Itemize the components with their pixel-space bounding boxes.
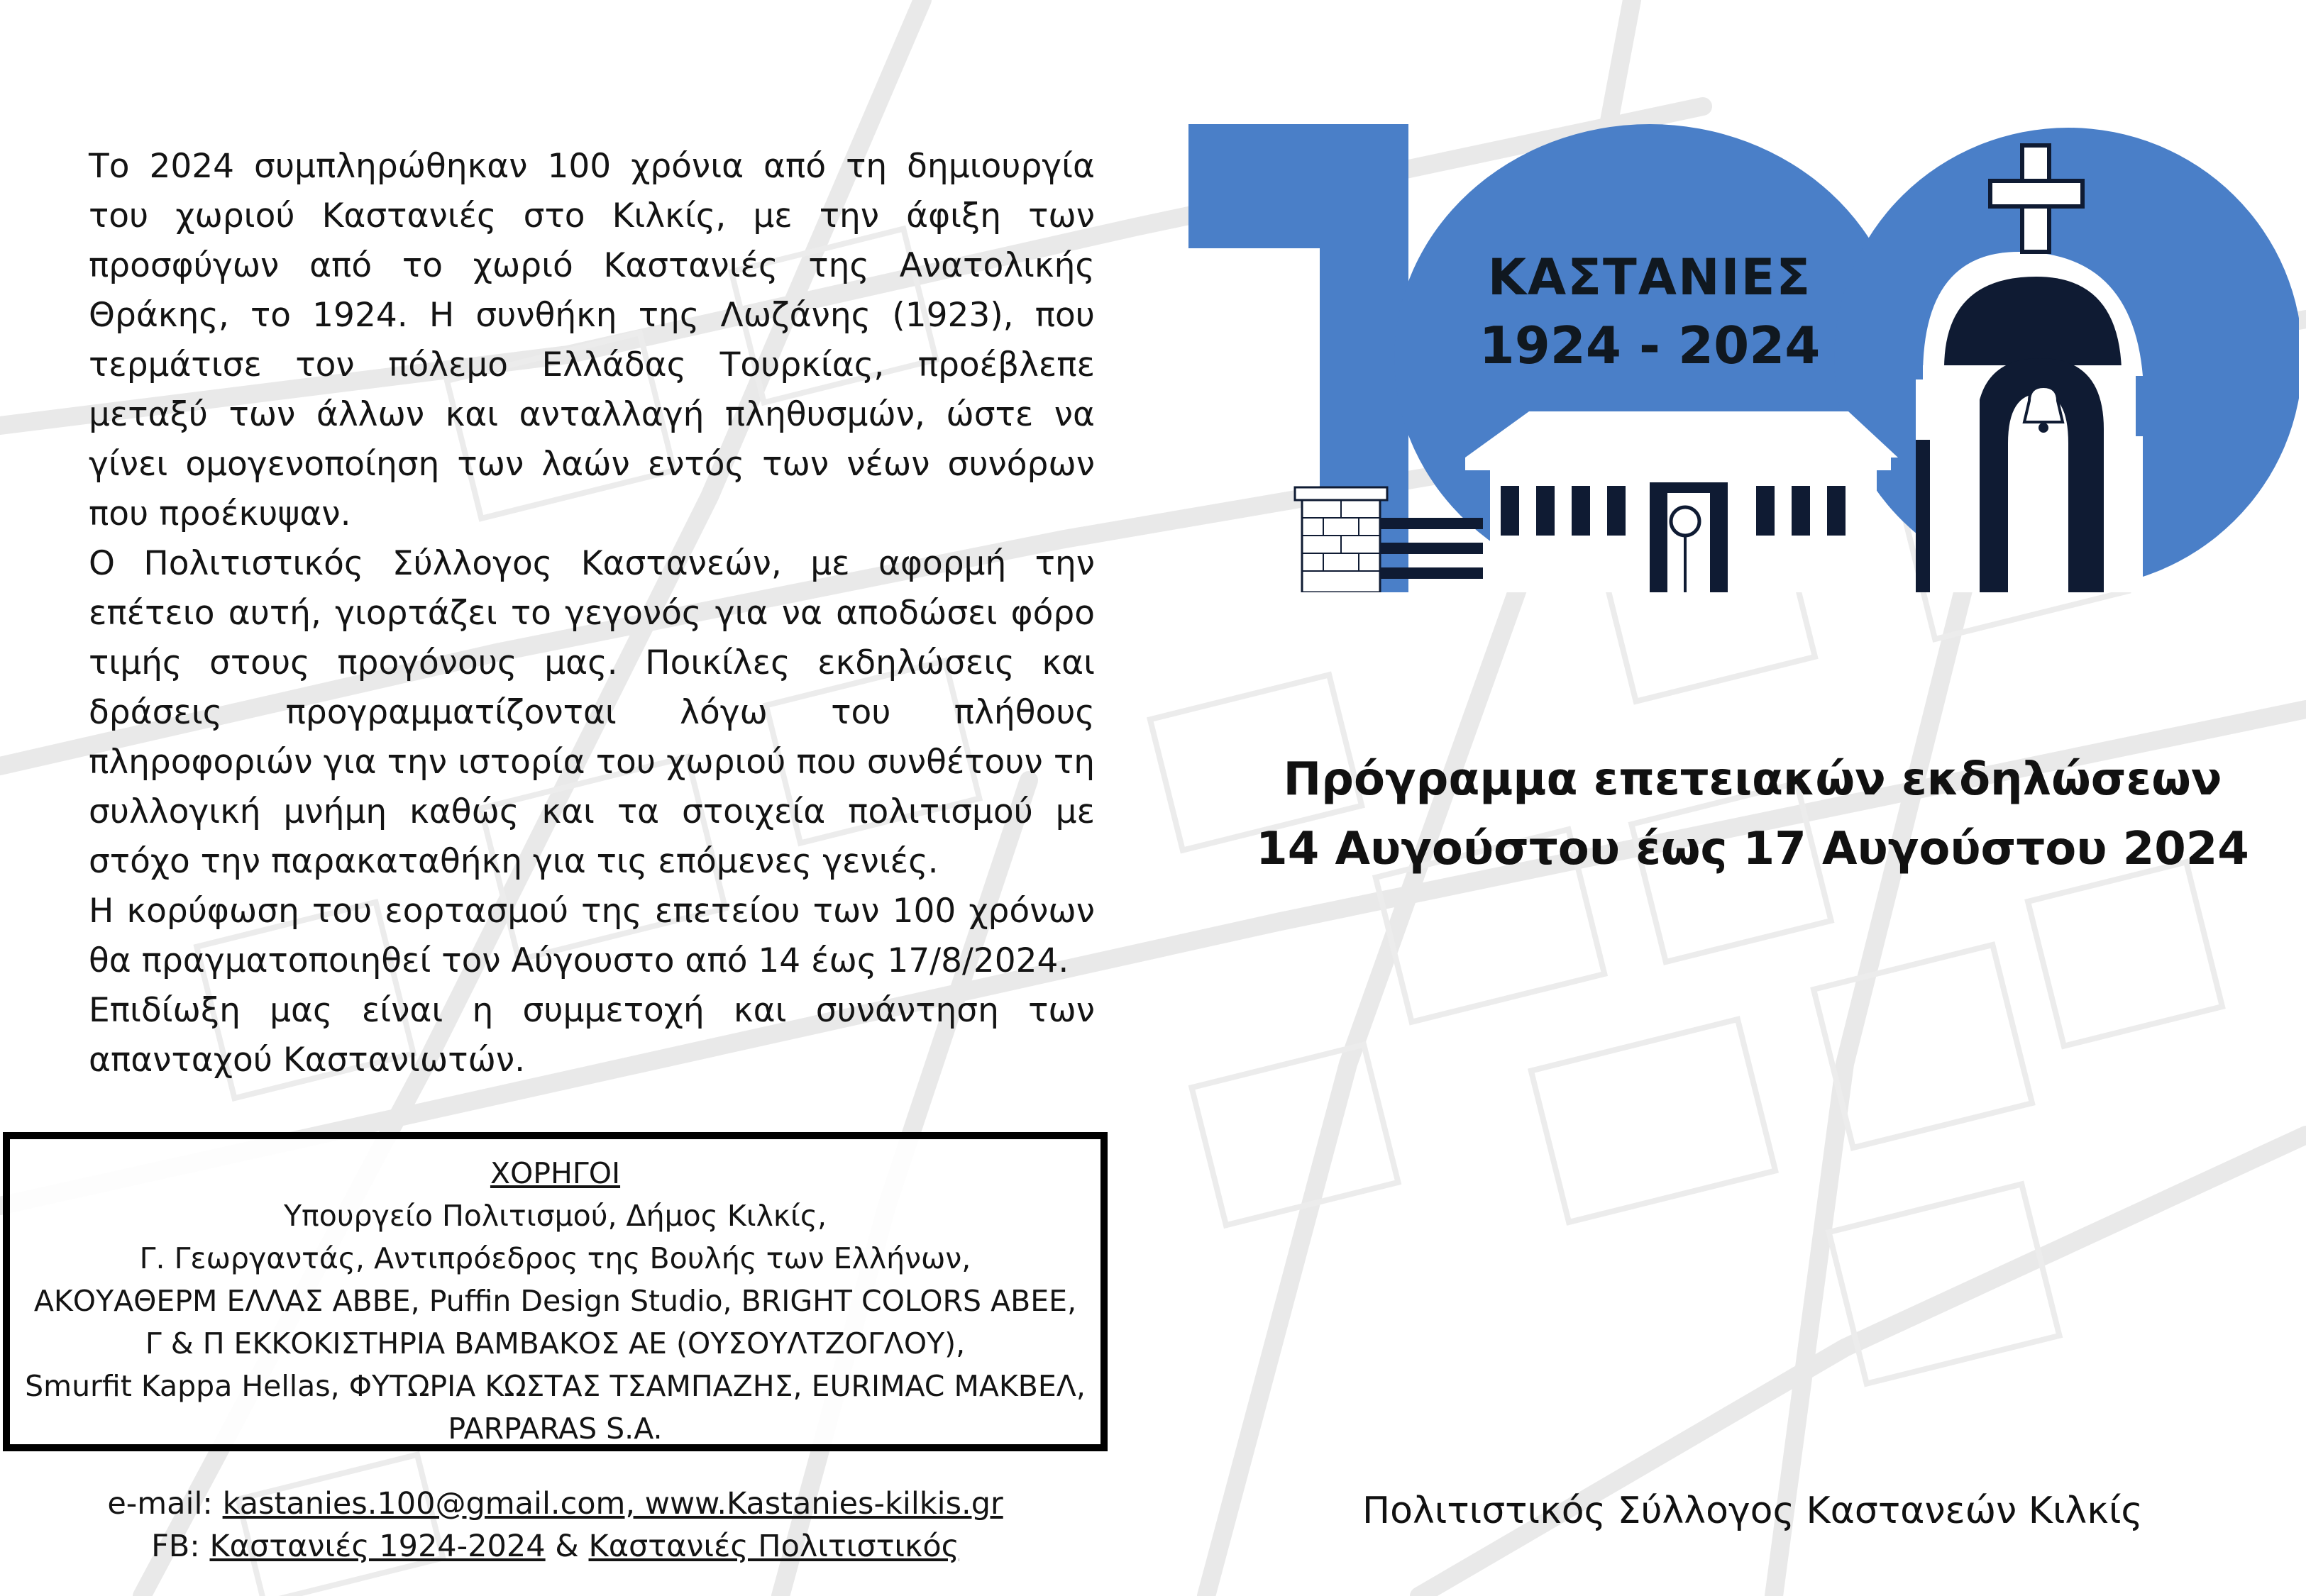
- intro-paragraph-3: Η κορύφωση του εορτασμού της επετείου των 100 χρόνων θα πραγματοποιηθεί τον Αύγουστο από 14 έως 17/8/2024.: [89, 892, 1095, 980]
- anniversary-logo: [1188, 124, 2299, 592]
- facebook-link-1[interactable]: Καστανιές 1924-2024: [209, 1529, 546, 1564]
- logo-years: 1924 - 2024: [1479, 316, 1821, 375]
- chimney-icon: [1295, 487, 1387, 592]
- sponsors-line: ΑΚΟΥΑΘΕΡΜ ΕΛΛΑΣ ΑΒΒΕ, Puffin Design Studio, BRIGHT COLORS ABEE,: [33, 1284, 1077, 1318]
- program-dates: 14 Αυγούστου έως 17 Αυγούστου 2024: [1256, 823, 2249, 875]
- program-heading: [1206, 745, 2299, 884]
- facebook-separator: &: [555, 1529, 579, 1564]
- contacts: [0, 1483, 1110, 1568]
- intro-text: [89, 142, 1095, 1085]
- sponsors-line: Γ. Γεωργαντάς, Αντιπρόεδρος της Βουλής των Ελλήνων,: [139, 1241, 971, 1275]
- program-title: Πρόγραμμα επετειακών εκδηλώσεων: [1283, 753, 2222, 806]
- email-website-link[interactable]: kastanies.100@gmail.com, www.Kastanies-kilkis.gr: [222, 1486, 1003, 1522]
- email-label: e-mail:: [107, 1486, 213, 1522]
- intro-paragraph-4: Επιδίωξη μας είναι η συμμετοχή και συνάντηση των απανταχού Καστανιωτών.: [89, 991, 1095, 1080]
- sponsors-title: ΧΟΡΗΓΟΙ: [490, 1156, 621, 1190]
- logo-title: ΚΑΣΤΑΝΙΕΣ: [1487, 248, 1812, 306]
- sponsors-line: Smurfit Kappa Hellas, ΦΥΤΩΡΙΑ ΚΩΣΤΑΣ ΤΣΑΜΠΑΖΗΣ, EURIMAC ΜΑΚΒΕΛ,: [25, 1369, 1086, 1403]
- facebook-link-2[interactable]: Καστανιές Πολιτιστικός: [588, 1529, 959, 1564]
- intro-paragraph-1: Το 2024 συμπληρώθηκαν 100 χρόνια από τη δημιουργία του χωριού Καστανιές στο Κιλκίς, με την άφιξη των προσφύγων από το χωριό Καστανιές της Ανατολικής Θράκης, το 1924. Η συνθήκη της Λωζάνης (1923), που τερμάτισε τον πόλεμο Ελλάδας Τουρκίας, προέβλεπε μεταξύ των άλλων και ανταλλαγή πληθυσμών, ώστε να γίνει ομογενοποίηση των λαών εντός των νέων συνόρων που προέκυψαν.: [89, 147, 1095, 533]
- email-line: [0, 1483, 1110, 1525]
- sponsors-box: [3, 1132, 1108, 1451]
- sponsors-line: Υπουργείο Πολιτισμού, Δήμος Κιλκίς,: [284, 1199, 827, 1233]
- facebook-label: FB:: [151, 1529, 200, 1564]
- school-building-icon: [1465, 411, 1898, 592]
- club-name: Πολιτιστικός Σύλλογος Καστανεών Κιλκίς: [1362, 1490, 2143, 1532]
- facebook-line: [0, 1525, 1110, 1568]
- intro-paragraph-2: Ο Πολιτιστικός Σύλλογος Καστανεών, με αφορμή την επέτειο αυτή, γιορτάζει το γεγονός για να αποδώσει φόρο τιμής στους προγόνους μας. Ποικίλες εκδηλώσεις και δράσεις προγραμματίζονται λόγω του πλήθους πληροφοριών για την ιστορία του χωριού που συνθέτουν τη συλλογική μνήμη καθώς και τα στοιχεία πολιτισμού με στόχο την παρακαταθήκη για τις επόμενες γενιές.: [89, 544, 1095, 881]
- sponsors-line: Γ & Π ΕΚΚΟΚΙΣΤΗΡΙΑ ΒΑΜΒΑΚΟΣ ΑΕ (ΟΥΣΟΥΛΤΖΟΓΛΟΥ),: [145, 1326, 966, 1361]
- sponsors-line: PARPARAS S.A.: [448, 1412, 663, 1446]
